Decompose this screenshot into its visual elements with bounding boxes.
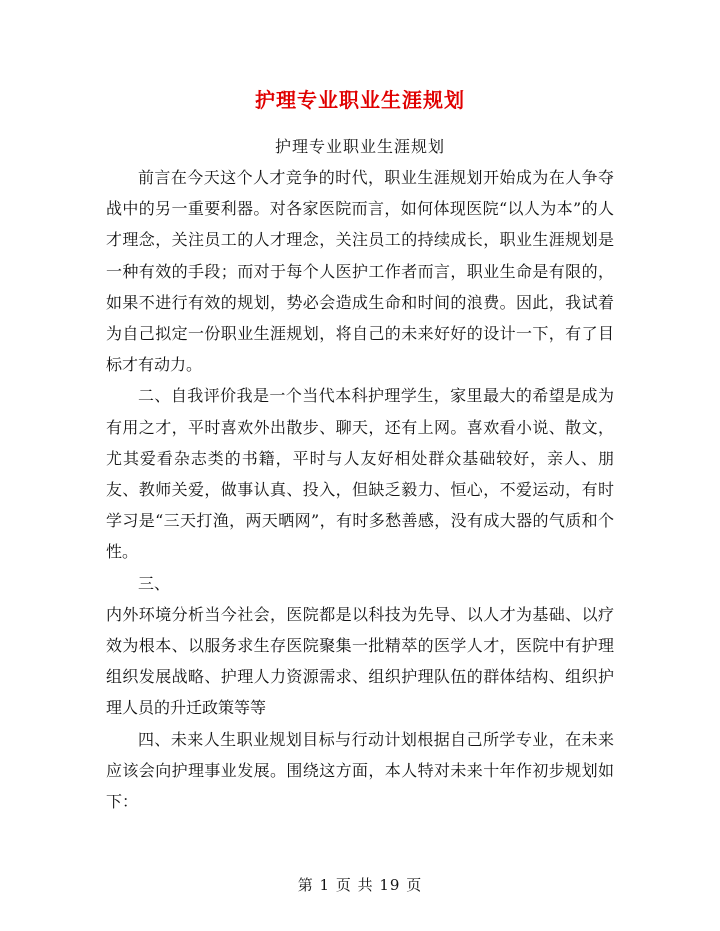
paragraph-section-three-heading: 三、 — [138, 573, 171, 593]
paragraph-self-evaluation: 二、自我评价我是一个当代本科护理学生，家里最大的希望是成为有用之才，平时喜欢外出散步、聊天，还有上网。喜欢看小说、散文，尤其爱看杂志类的书籍，平时与人友好相处群众基础较好，亲人、朋友、教师关爱，做事认真、投入，但缺乏毅力、恒心，不爱运动，有时学习是“三天打渔，两天晒网”，有时多愁善感，没有成大器的气质和个性。 — [106, 386, 614, 562]
document-subtitle: 护理专业职业生涯规划 — [274, 137, 445, 156]
document-body — [106, 162, 614, 817]
paragraph-environment-analysis: 内外环境分析当今社会，医院都是以科技为先导、以人才为基础、以疗效为根本、以服务求生存医院聚集一批精萃的医学人才，医院中有护理组织发展战略、护理人力资源需求、组织护理队伍的群体结构、组织护理人员的升迁政策等等 — [106, 604, 614, 718]
paragraph-future-plan: 四、未来人生职业规划目标与行动计划根据自己所学专业，在未来应该会向护理事业发展。围绕这方面，本人特对未来十年作初步规划如下： — [106, 729, 614, 812]
document-title: 护理专业职业生涯规划 — [255, 88, 465, 112]
paragraph-preface: 前言在今天这个人才竞争的时代，职业生涯规划开始成为在人争夺战中的另一重要利器。对各家医院而言，如何体现医院“以人为本”的人才理念，关注员工的人才理念，关注员工的持续成长，职业生涯规划是一种有效的手段；而对于每个人医护工作者而言，职业生命是有限的，如果不进行有效的规划，势必会造成生命和时间的浪费。因此，我试着为自己拟定一份职业生涯规划，将自己的未来好好的设计一下，有了目标才有动力。 — [106, 168, 614, 375]
page-footer: 第 1 页 共 19 页 — [297, 876, 423, 894]
